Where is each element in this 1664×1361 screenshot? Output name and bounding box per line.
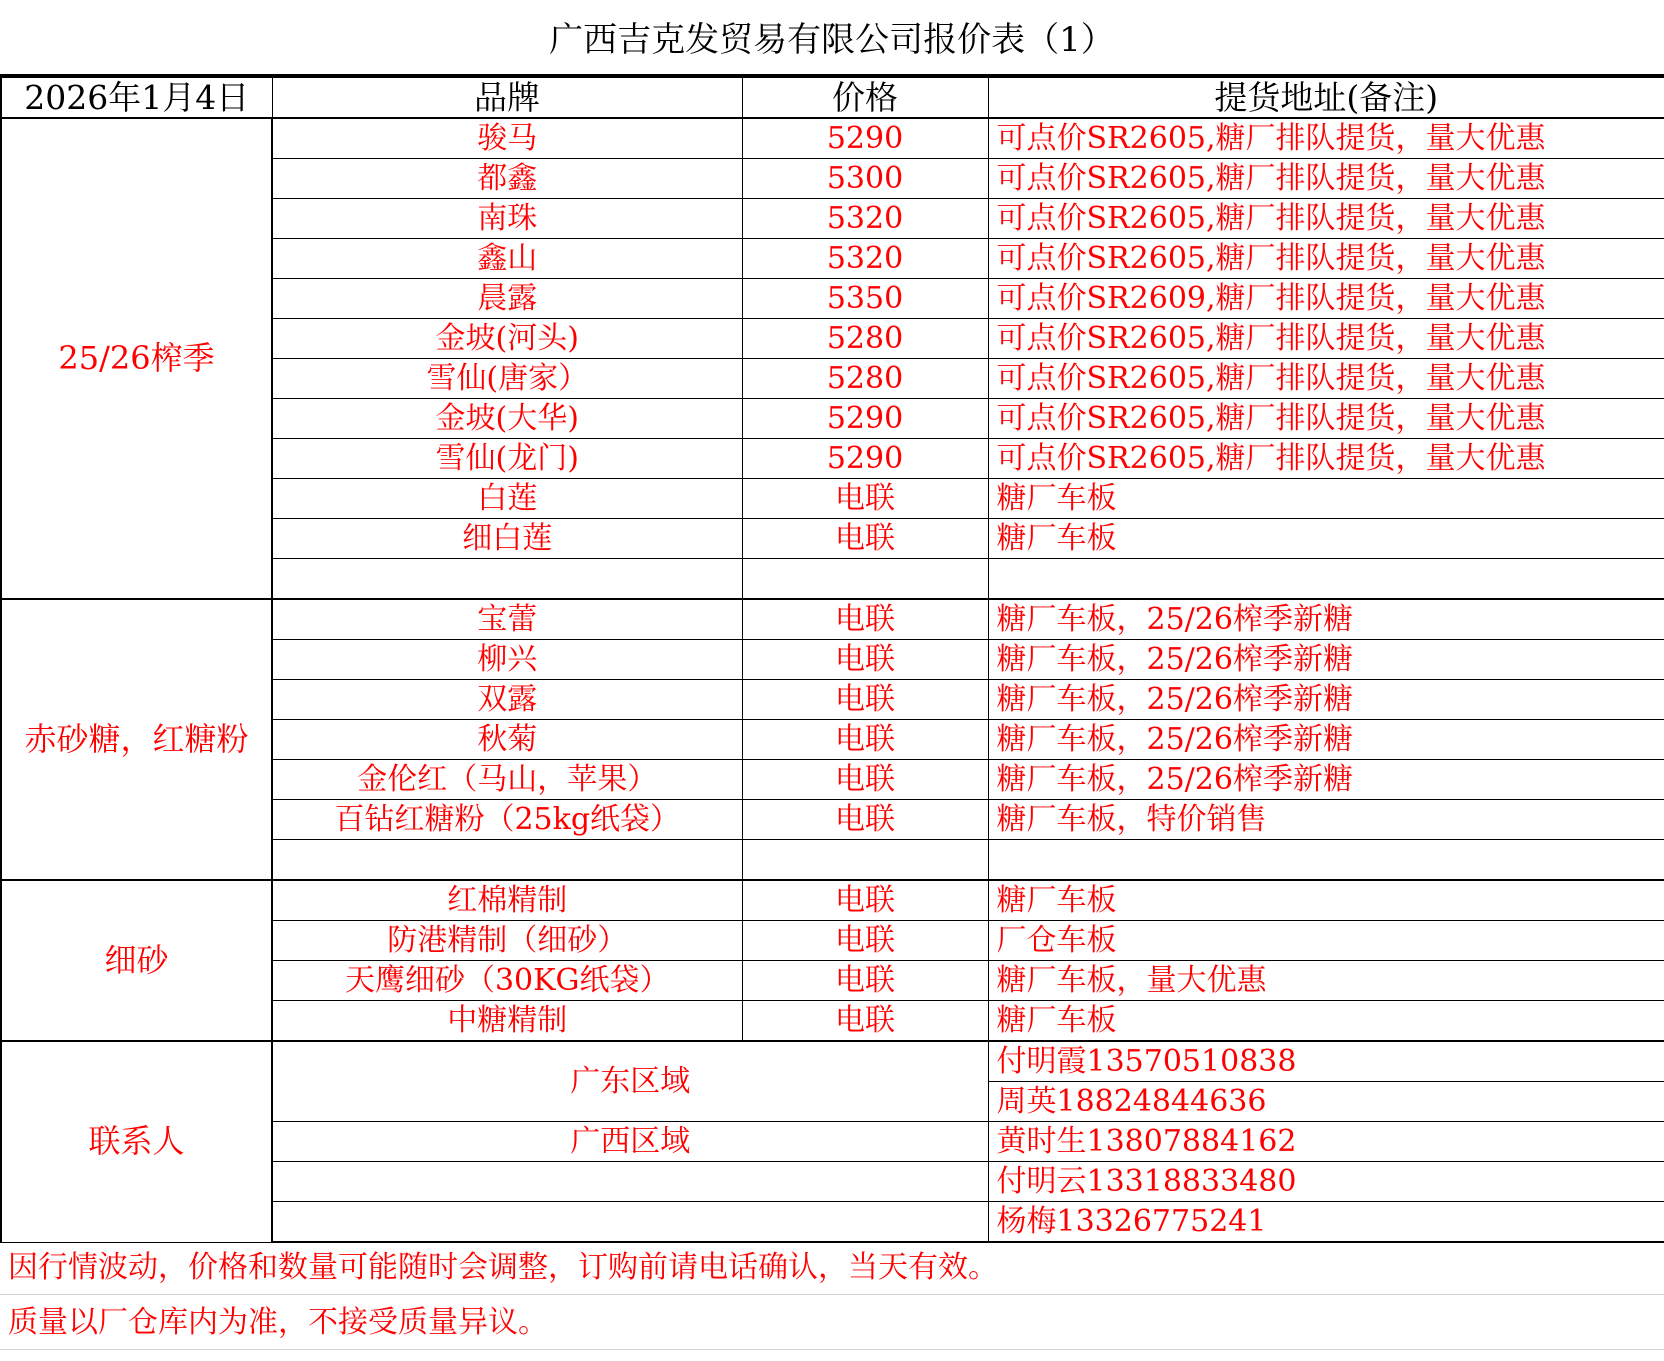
guangxi-region-cell: 广西区域 bbox=[272, 1122, 988, 1162]
note-cell: 可点价SR2605,糖厂排队提货，量大优惠 bbox=[988, 159, 1664, 199]
price-cell: 电联 bbox=[742, 800, 988, 840]
note-cell: 厂仓车板 bbox=[988, 921, 1664, 961]
note-cell: 糖厂车板，25/26榨季新糖 bbox=[988, 640, 1664, 680]
price-cell: 电联 bbox=[742, 519, 988, 559]
brand-cell: 金坡(河头) bbox=[272, 319, 742, 359]
note-cell: 糖厂车板，25/26榨季新糖 bbox=[988, 720, 1664, 760]
price-cell: 5280 bbox=[742, 319, 988, 359]
price-cell bbox=[742, 559, 988, 600]
contacts-category-cell: 联系人 bbox=[1, 1041, 272, 1242]
brand-cell: 南珠 bbox=[272, 199, 742, 239]
price-cell: 电联 bbox=[742, 760, 988, 800]
note-cell: 可点价SR2605,糖厂排队提货，量大优惠 bbox=[988, 199, 1664, 239]
note-cell: 糖厂车板，量大优惠 bbox=[988, 961, 1664, 1001]
price-cell: 5350 bbox=[742, 279, 988, 319]
price-cell: 电联 bbox=[742, 1001, 988, 1042]
price-cell: 5290 bbox=[742, 399, 988, 439]
note-cell bbox=[988, 559, 1664, 600]
header-date: 2026年1月4日 bbox=[1, 77, 272, 118]
table-row bbox=[1, 880, 1664, 921]
note-cell: 可点价SR2605,糖厂排队提货，量大优惠 bbox=[988, 439, 1664, 479]
page-title: 广西吉克发贸易有限公司报价表（1） bbox=[0, 0, 1664, 76]
price-cell: 5300 bbox=[742, 159, 988, 199]
header-brand: 品牌 bbox=[272, 77, 742, 118]
contact-row bbox=[1, 1041, 1664, 1082]
empty-region-cell bbox=[272, 1202, 988, 1243]
brand-cell: 鑫山 bbox=[272, 239, 742, 279]
note-cell: 糖厂车板 bbox=[988, 1001, 1664, 1042]
price-cell: 电联 bbox=[742, 961, 988, 1001]
brand-cell: 晨露 bbox=[272, 279, 742, 319]
guangdong-region-cell: 广东区域 bbox=[272, 1041, 988, 1122]
note-cell: 糖厂车板，25/26榨季新糖 bbox=[988, 680, 1664, 720]
note-cell: 糖厂车板，特价销售 bbox=[988, 800, 1664, 840]
contact-person-cell[interactable]: 周英18824844636 bbox=[988, 1082, 1664, 1122]
brand-cell: 雪仙(唐家） bbox=[272, 359, 742, 399]
brand-cell: 中糖精制 bbox=[272, 1001, 742, 1042]
contact-person-cell[interactable]: 杨梅13326775241 bbox=[988, 1202, 1664, 1243]
note-cell: 糖厂车板，25/26榨季新糖 bbox=[988, 599, 1664, 640]
price-cell: 电联 bbox=[742, 479, 988, 519]
brand-cell: 都鑫 bbox=[272, 159, 742, 199]
note-cell: 糖厂车板，25/26榨季新糖 bbox=[988, 760, 1664, 800]
note-cell: 糖厂车板 bbox=[988, 519, 1664, 559]
note-cell: 可点价SR2605,糖厂排队提货，量大优惠 bbox=[988, 118, 1664, 159]
note-cell: 糖厂车板 bbox=[988, 880, 1664, 921]
table-row bbox=[1, 599, 1664, 640]
contact-person-cell[interactable]: 黄时生13807884162 bbox=[988, 1122, 1664, 1162]
brand-cell: 天鹰细砂（30KG纸袋） bbox=[272, 961, 742, 1001]
brand-cell: 百钻红糖粉（25kg纸袋） bbox=[272, 800, 742, 840]
price-cell: 5290 bbox=[742, 118, 988, 159]
price-table bbox=[0, 76, 1664, 1243]
note-line: 因行情波动，价格和数量可能随时会调整，订购前请电话确认，当天有效。 bbox=[0, 1240, 1664, 1295]
brand-cell: 双露 bbox=[272, 680, 742, 720]
price-cell bbox=[742, 840, 988, 881]
price-cell: 电联 bbox=[742, 680, 988, 720]
price-cell: 电联 bbox=[742, 921, 988, 961]
brand-cell: 秋菊 bbox=[272, 720, 742, 760]
contact-person-cell[interactable]: 付明云13318833480 bbox=[988, 1162, 1664, 1202]
brand-cell: 雪仙(龙门) bbox=[272, 439, 742, 479]
brand-cell bbox=[272, 840, 742, 881]
header-price: 价格 bbox=[742, 77, 988, 118]
empty-region-cell bbox=[272, 1162, 988, 1202]
table-header-row bbox=[1, 77, 1664, 118]
brand-cell: 柳兴 bbox=[272, 640, 742, 680]
brand-cell: 细白莲 bbox=[272, 519, 742, 559]
brand-cell: 防港精制（细砂） bbox=[272, 921, 742, 961]
brand-cell: 宝蕾 bbox=[272, 599, 742, 640]
brand-cell: 金坡(大华) bbox=[272, 399, 742, 439]
price-cell: 电联 bbox=[742, 720, 988, 760]
note-cell: 糖厂车板 bbox=[988, 479, 1664, 519]
price-cell: 电联 bbox=[742, 880, 988, 921]
contact-person-cell[interactable]: 付明霞13570510838 bbox=[988, 1041, 1664, 1082]
note-cell: 可点价SR2605,糖厂排队提货，量大优惠 bbox=[988, 319, 1664, 359]
category-cell: 赤砂糖，红糖粉 bbox=[1, 599, 272, 880]
note-cell: 可点价SR2605,糖厂排队提货，量大优惠 bbox=[988, 399, 1664, 439]
price-cell: 5320 bbox=[742, 239, 988, 279]
category-cell: 细砂 bbox=[1, 880, 272, 1041]
price-cell: 5280 bbox=[742, 359, 988, 399]
note-cell: 可点价SR2605,糖厂排队提货，量大优惠 bbox=[988, 239, 1664, 279]
table-row bbox=[1, 118, 1664, 159]
price-cell: 5290 bbox=[742, 439, 988, 479]
note-cell: 可点价SR2609,糖厂排队提货，量大优惠 bbox=[988, 279, 1664, 319]
note-cell: 可点价SR2605,糖厂排队提货，量大优惠 bbox=[988, 359, 1664, 399]
brand-cell bbox=[272, 559, 742, 600]
brand-cell: 金伦红（马山，苹果） bbox=[272, 760, 742, 800]
note-cell bbox=[988, 840, 1664, 881]
brand-cell: 红棉精制 bbox=[272, 880, 742, 921]
note-line: 质量以厂仓库内为准，不接受质量异议。 bbox=[0, 1295, 1664, 1350]
header-address: 提货地址(备注) bbox=[988, 77, 1664, 118]
price-cell: 5320 bbox=[742, 199, 988, 239]
price-cell: 电联 bbox=[742, 640, 988, 680]
category-cell: 25/26榨季 bbox=[1, 118, 272, 599]
price-cell: 电联 bbox=[742, 599, 988, 640]
brand-cell: 白莲 bbox=[272, 479, 742, 519]
brand-cell: 骏马 bbox=[272, 118, 742, 159]
footer-notes bbox=[0, 1240, 1664, 1350]
